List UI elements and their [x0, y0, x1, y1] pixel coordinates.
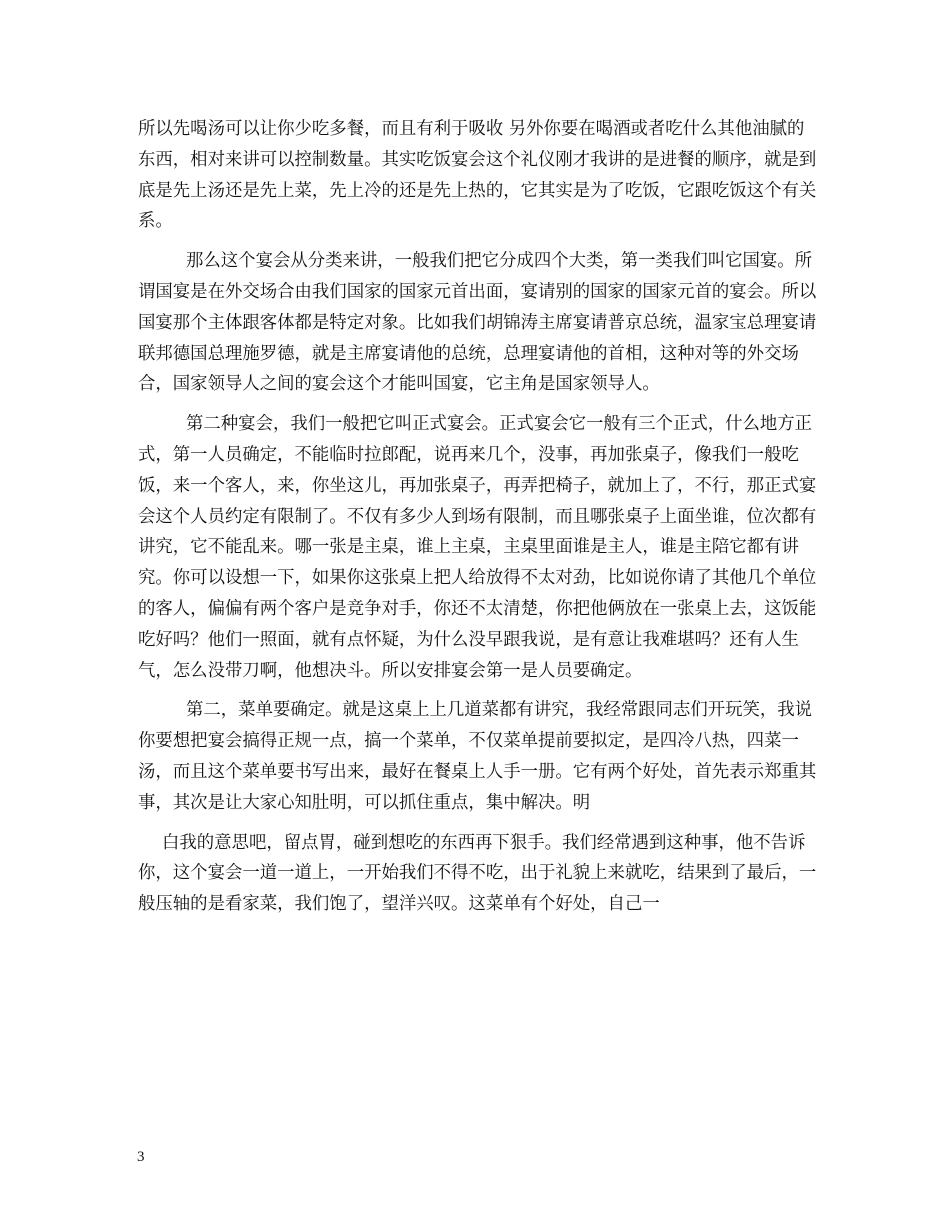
paragraph: 第二，菜单要确定。就是这桌上上几道菜都有讲究，我经常跟同志们开玩笑，我说你要想把宴会搞得正规一点，搞一个菜单，不仅菜单提前要拟定，是四冷八热，四菜一汤，而且这个菜单要书写出来，最好在餐桌上人手一册。它有两个好处，首先表示郑重其事，其次是让大家心知肚明，可以抓住重点，集中解决。明 — [138, 700, 817, 813]
page-number: 3 — [137, 1149, 145, 1165]
paragraph: 所以先喝汤可以让你少吃多餐，而且有利于吸收 另外你要在喝酒或者吃什么其他油腻的东西，相对来讲可以控制数量。其实吃饭宴会这个礼仪刚才我讲的是进餐的顺序，就是到底是先上汤还是先上菜，先上冷的还是先上热的，它其实是为了吃饭，它跟吃饭这个有关系。 — [138, 119, 817, 232]
paragraph: 白我的意思吧，留点胃，碰到想吃的东西再下狠手。我们经常遇到这种事，他不告诉你，这个宴会一道一道上，一开始我们不得不吃，出于礼貌上来就吃，结果到了最后，一般压轴的是看家菜，我们饱了，望洋兴叹。这菜单有个好处，自己一 — [138, 832, 817, 915]
body-text — [138, 114, 818, 920]
paragraph: 那么这个宴会从分类来讲，一般我们把它分成四个大类，第一类我们叫它国宴。所谓国宴是在外交场合由我们国家的国家元首出面，宴请别的国家的国家元首的宴会。所以国宴那个主体跟客体都是特定对象。比如我们胡锦涛主席宴请普京总统，温家宝总理宴请联邦德国总理施罗德，就是主席宴请他的总统，总理宴请他的首相，这种对等的外交场合，国家领导人之间的宴会这个才能叫国宴，它主角是国家领导人。 — [138, 251, 817, 395]
paragraph: 第二种宴会，我们一般把它叫正式宴会。正式宴会它一般有三个正式，什么地方正式，第一人员确定，不能临时拉郎配，说再来几个，没事，再加张桌子，像我们一般吃饭，来一个客人，来，你坐这儿，再加张桌子，再弄把椅子，就加上了，不行，那正式宴会这个人员约定有限制了。不仅有多少人到场有限制，而且哪张桌子上面坐谁，位次都有讲究，它不能乱来。哪一张是主桌，谁上主桌，主桌里面谁是主人，谁是主陪它都有讲究。你可以设想一下，如果你这张桌上把人给放得不太对劲，比如说你请了其他几个单位的客人，偏偏有两个客户是竞争对手，你还不太清楚，你把他俩放在一张桌上去，这饭能吃好吗？他们一照面，就有点怀疑，为什么没早跟我说，是有意让我难堪吗？还有人生气，怎么没带刀啊，他想决斗。所以安排宴会第一是人员要确定。 — [138, 414, 817, 681]
